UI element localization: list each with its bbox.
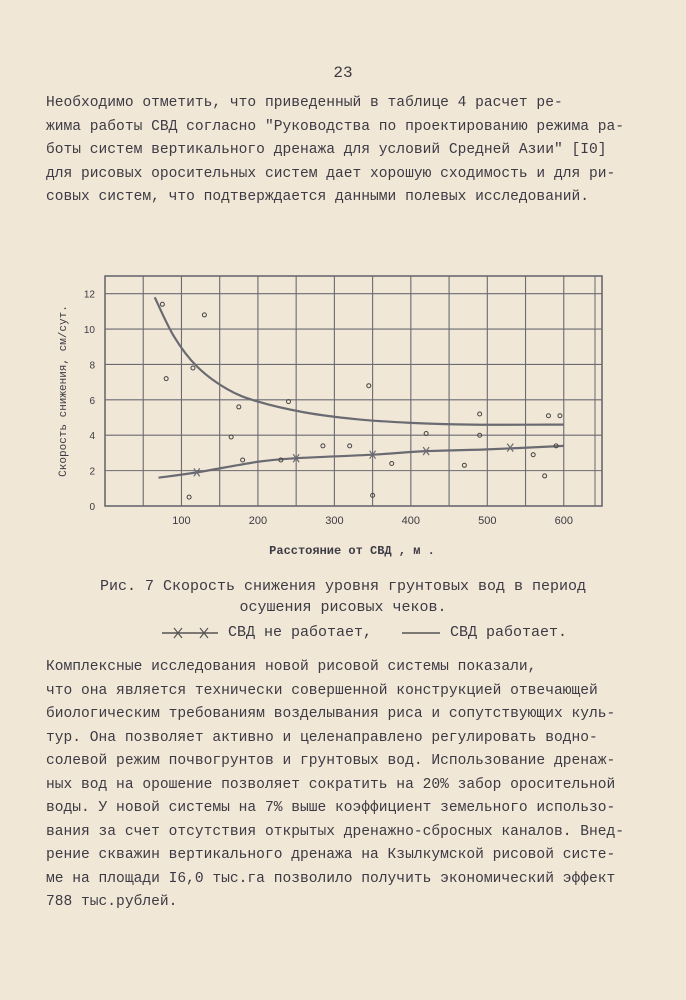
legend-item-crossed bbox=[160, 624, 372, 641]
paragraph-intro: Необходимо отметить, что приведенный в таблице 4 расчет ре- жима работы СВД согласно "Руководства по проектированию режима ра- боты систем вертикального дренажа для условий Средней Азии" [I0] для рисовых оросительных систем дает хорошую сходимость и для ри- совых систем, что подтверждается данными полевых исследований. bbox=[46, 95, 625, 205]
series-crossed-point bbox=[390, 462, 394, 466]
series-solid-point bbox=[478, 412, 482, 416]
x-tick-label: 300 bbox=[325, 515, 344, 527]
series-crossed-point bbox=[321, 444, 325, 448]
y-axis-label: Скорость снижения, см/сут. bbox=[58, 305, 70, 477]
x-tick-label: 200 bbox=[248, 515, 268, 527]
series-crossed-point bbox=[543, 474, 547, 478]
series-crossed-point bbox=[462, 463, 466, 467]
series-crossed-point bbox=[531, 453, 535, 457]
legend-item-solid bbox=[400, 624, 567, 641]
series-solid-point bbox=[546, 414, 550, 418]
x-tick-label: 600 bbox=[554, 515, 573, 527]
series-crossed-point bbox=[187, 495, 191, 499]
figure-caption-line2: осушения рисовых чеков. bbox=[239, 599, 447, 616]
x-axis-label: Расстояние от СВД , м . bbox=[269, 544, 435, 558]
series-solid-point bbox=[160, 302, 164, 306]
y-tick-label: 8 bbox=[89, 360, 95, 372]
y-tick-label: 2 bbox=[89, 466, 95, 478]
legend-crossed-line-icon bbox=[160, 627, 220, 639]
x-tick-label: 100 bbox=[172, 515, 191, 527]
series-solid-curve bbox=[155, 297, 564, 425]
plot-frame bbox=[105, 276, 602, 506]
series-crossed-point bbox=[348, 444, 352, 448]
legend-solid-line-icon bbox=[400, 627, 442, 639]
series-solid-point bbox=[367, 384, 371, 388]
y-tick-label: 10 bbox=[83, 325, 95, 337]
y-tick-label: 0 bbox=[89, 502, 95, 513]
series-solid-point bbox=[237, 405, 241, 409]
y-tick-label: 4 bbox=[89, 431, 95, 443]
legend-label-crossed: СВД не работает, bbox=[228, 624, 373, 641]
figure-chart bbox=[0, 268, 686, 568]
x-tick-label: 400 bbox=[401, 515, 421, 527]
chart-svg bbox=[0, 268, 686, 568]
y-tick-label: 12 bbox=[83, 289, 95, 301]
series-solid-point bbox=[558, 414, 562, 418]
series-solid-point bbox=[202, 313, 206, 317]
paragraph-conclusion: Комплексные исследования новой рисовой системы показали, что она является технически совершенной конструкцией отвечающей биологическим требованиям возделывания риса и сопутствующих куль- тур. Она позволяет активно и целенаправлено регулировать водно- солевой режим почвогрунтов и грунтовых вод. Использование дренаж- ных вод на орошение позволяет сократить на 20% забор оросительной воды. У новой системы на 7% выше коэффициент земельного использо- вания за счет отсутствия открытых дренажно-сбросных каналов. Внед- рение скважин вертикального дренажа на Кзылкумской рисовой систе- ме на площади I6,0 тыс.га позволило получить экономический эффект 788 тыс.рублей. bbox=[46, 659, 625, 910]
x-tick-label: 500 bbox=[478, 515, 497, 527]
figure-caption-line1: Рис. 7 Скорость снижения уровня грунтовых вод в период bbox=[99, 578, 587, 595]
legend-label-solid: СВД работает. bbox=[450, 624, 568, 641]
series-solid-point bbox=[164, 377, 168, 381]
series-solid-point bbox=[191, 366, 195, 370]
page-number: 23 bbox=[333, 64, 353, 82]
figure-legend bbox=[160, 624, 580, 646]
y-tick-label: 6 bbox=[89, 395, 95, 407]
series-crossed-point bbox=[241, 458, 245, 462]
